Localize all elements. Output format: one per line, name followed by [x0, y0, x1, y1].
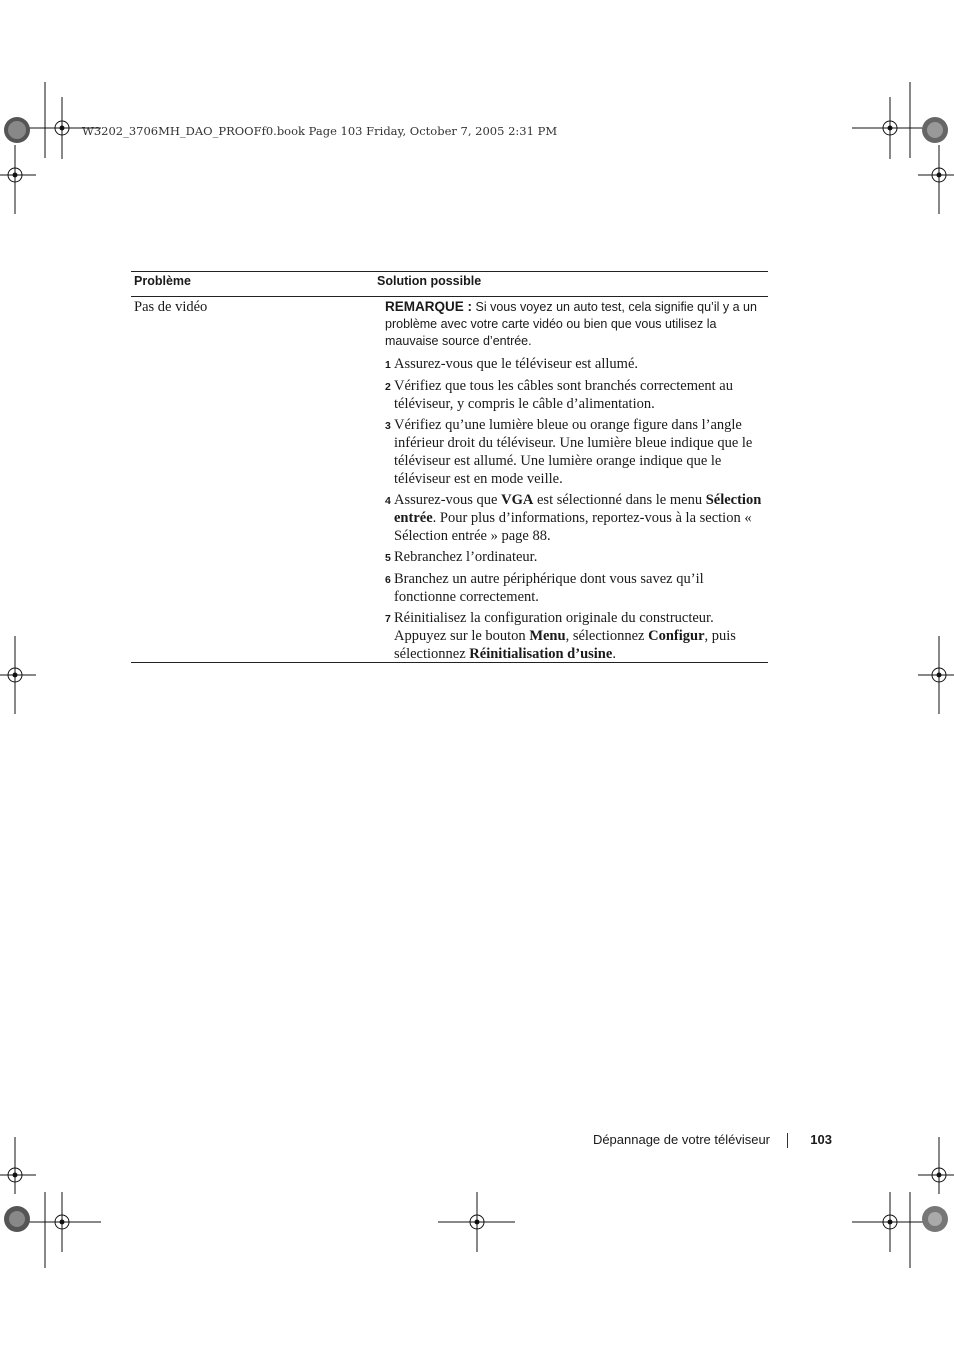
page-footer — [560, 1132, 832, 1152]
step-text-part: , sélectionnez — [565, 628, 649, 644]
step-text — [394, 609, 765, 663]
footer-section-title: Dépannage de votre téléviseur — [592, 1132, 770, 1147]
step-text-part: , puis sélectionnez — [394, 628, 736, 662]
step-text — [394, 491, 765, 545]
step-text: Vérifiez qu’une lumière bleue ou orange figure dans l’angle inférieur droit du téléviseur. Une lumière bleue indique que le téléviseur est allumé. Une lumière orange indique que le téléviseur est en mode veille. — [394, 417, 753, 487]
solution-cell — [385, 297, 765, 666]
step-text-part: est sélectionné dans le menu — [533, 492, 706, 508]
list-item — [385, 377, 765, 413]
step-number: 3 — [385, 420, 391, 432]
step-text-part: Réinitialisez la configuration originale du constructeur. Appuyez sur le bouton — [394, 610, 714, 644]
step-text-part: . Pour plus d’informations, reportez-vous à la section « Sélection entrée » page 88. — [394, 510, 752, 544]
table-row — [131, 297, 768, 662]
list-item — [385, 491, 765, 545]
troubleshooting-table — [131, 271, 768, 663]
step-text-part: . — [612, 646, 616, 662]
step-keyword: Sélection entrée — [394, 492, 762, 526]
step-text: Rebranchez l’ordinateur. — [394, 549, 538, 565]
problem-cell: Pas de vidéo — [134, 299, 208, 315]
footer-divider — [787, 1133, 788, 1148]
step-text: Branchez un autre périphérique dont vous savez qu’il fonctionne correctement. — [394, 571, 704, 605]
list-item — [385, 609, 765, 663]
step-number: 5 — [385, 552, 391, 564]
list-item — [385, 570, 765, 606]
step-number: 4 — [385, 495, 391, 507]
list-item — [385, 548, 765, 567]
proof-header: W3202_3706MH_DAO_PROOFf0.book Page 103 Friday, October 7, 2005 2:31 PM — [82, 124, 558, 138]
step-number: 1 — [385, 359, 391, 371]
page-number: 103 — [810, 1132, 832, 1147]
step-number: 2 — [385, 381, 391, 393]
step-number: 7 — [385, 613, 391, 625]
step-keyword: VGA — [501, 492, 534, 508]
list-item — [385, 355, 765, 374]
note-text: Si vous voyez un auto test, cela signifie qu’il y a un problème avec votre carte vidéo ou bien que vous utilisez la mauvaise source d’entrée. — [385, 300, 757, 348]
step-number: 6 — [385, 574, 391, 586]
note-label: REMARQUE : — [385, 299, 472, 314]
step-keyword: Réinitialisation d’usine — [469, 646, 613, 662]
step-keyword: Menu — [529, 628, 566, 644]
table-header-row — [131, 272, 768, 296]
step-text: Assurez-vous que le téléviseur est allumé. — [394, 356, 639, 372]
step-text: Vérifiez que tous les câbles sont branchés correctement au téléviseur, y compris le câble d’alimentation. — [394, 378, 733, 412]
column-header-problem: Problème — [134, 274, 191, 288]
list-item — [385, 416, 765, 488]
step-keyword: Configur — [648, 628, 705, 644]
note — [385, 298, 765, 350]
step-text-part: Assurez-vous que — [394, 492, 502, 508]
column-header-solution: Solution possible — [377, 274, 482, 288]
